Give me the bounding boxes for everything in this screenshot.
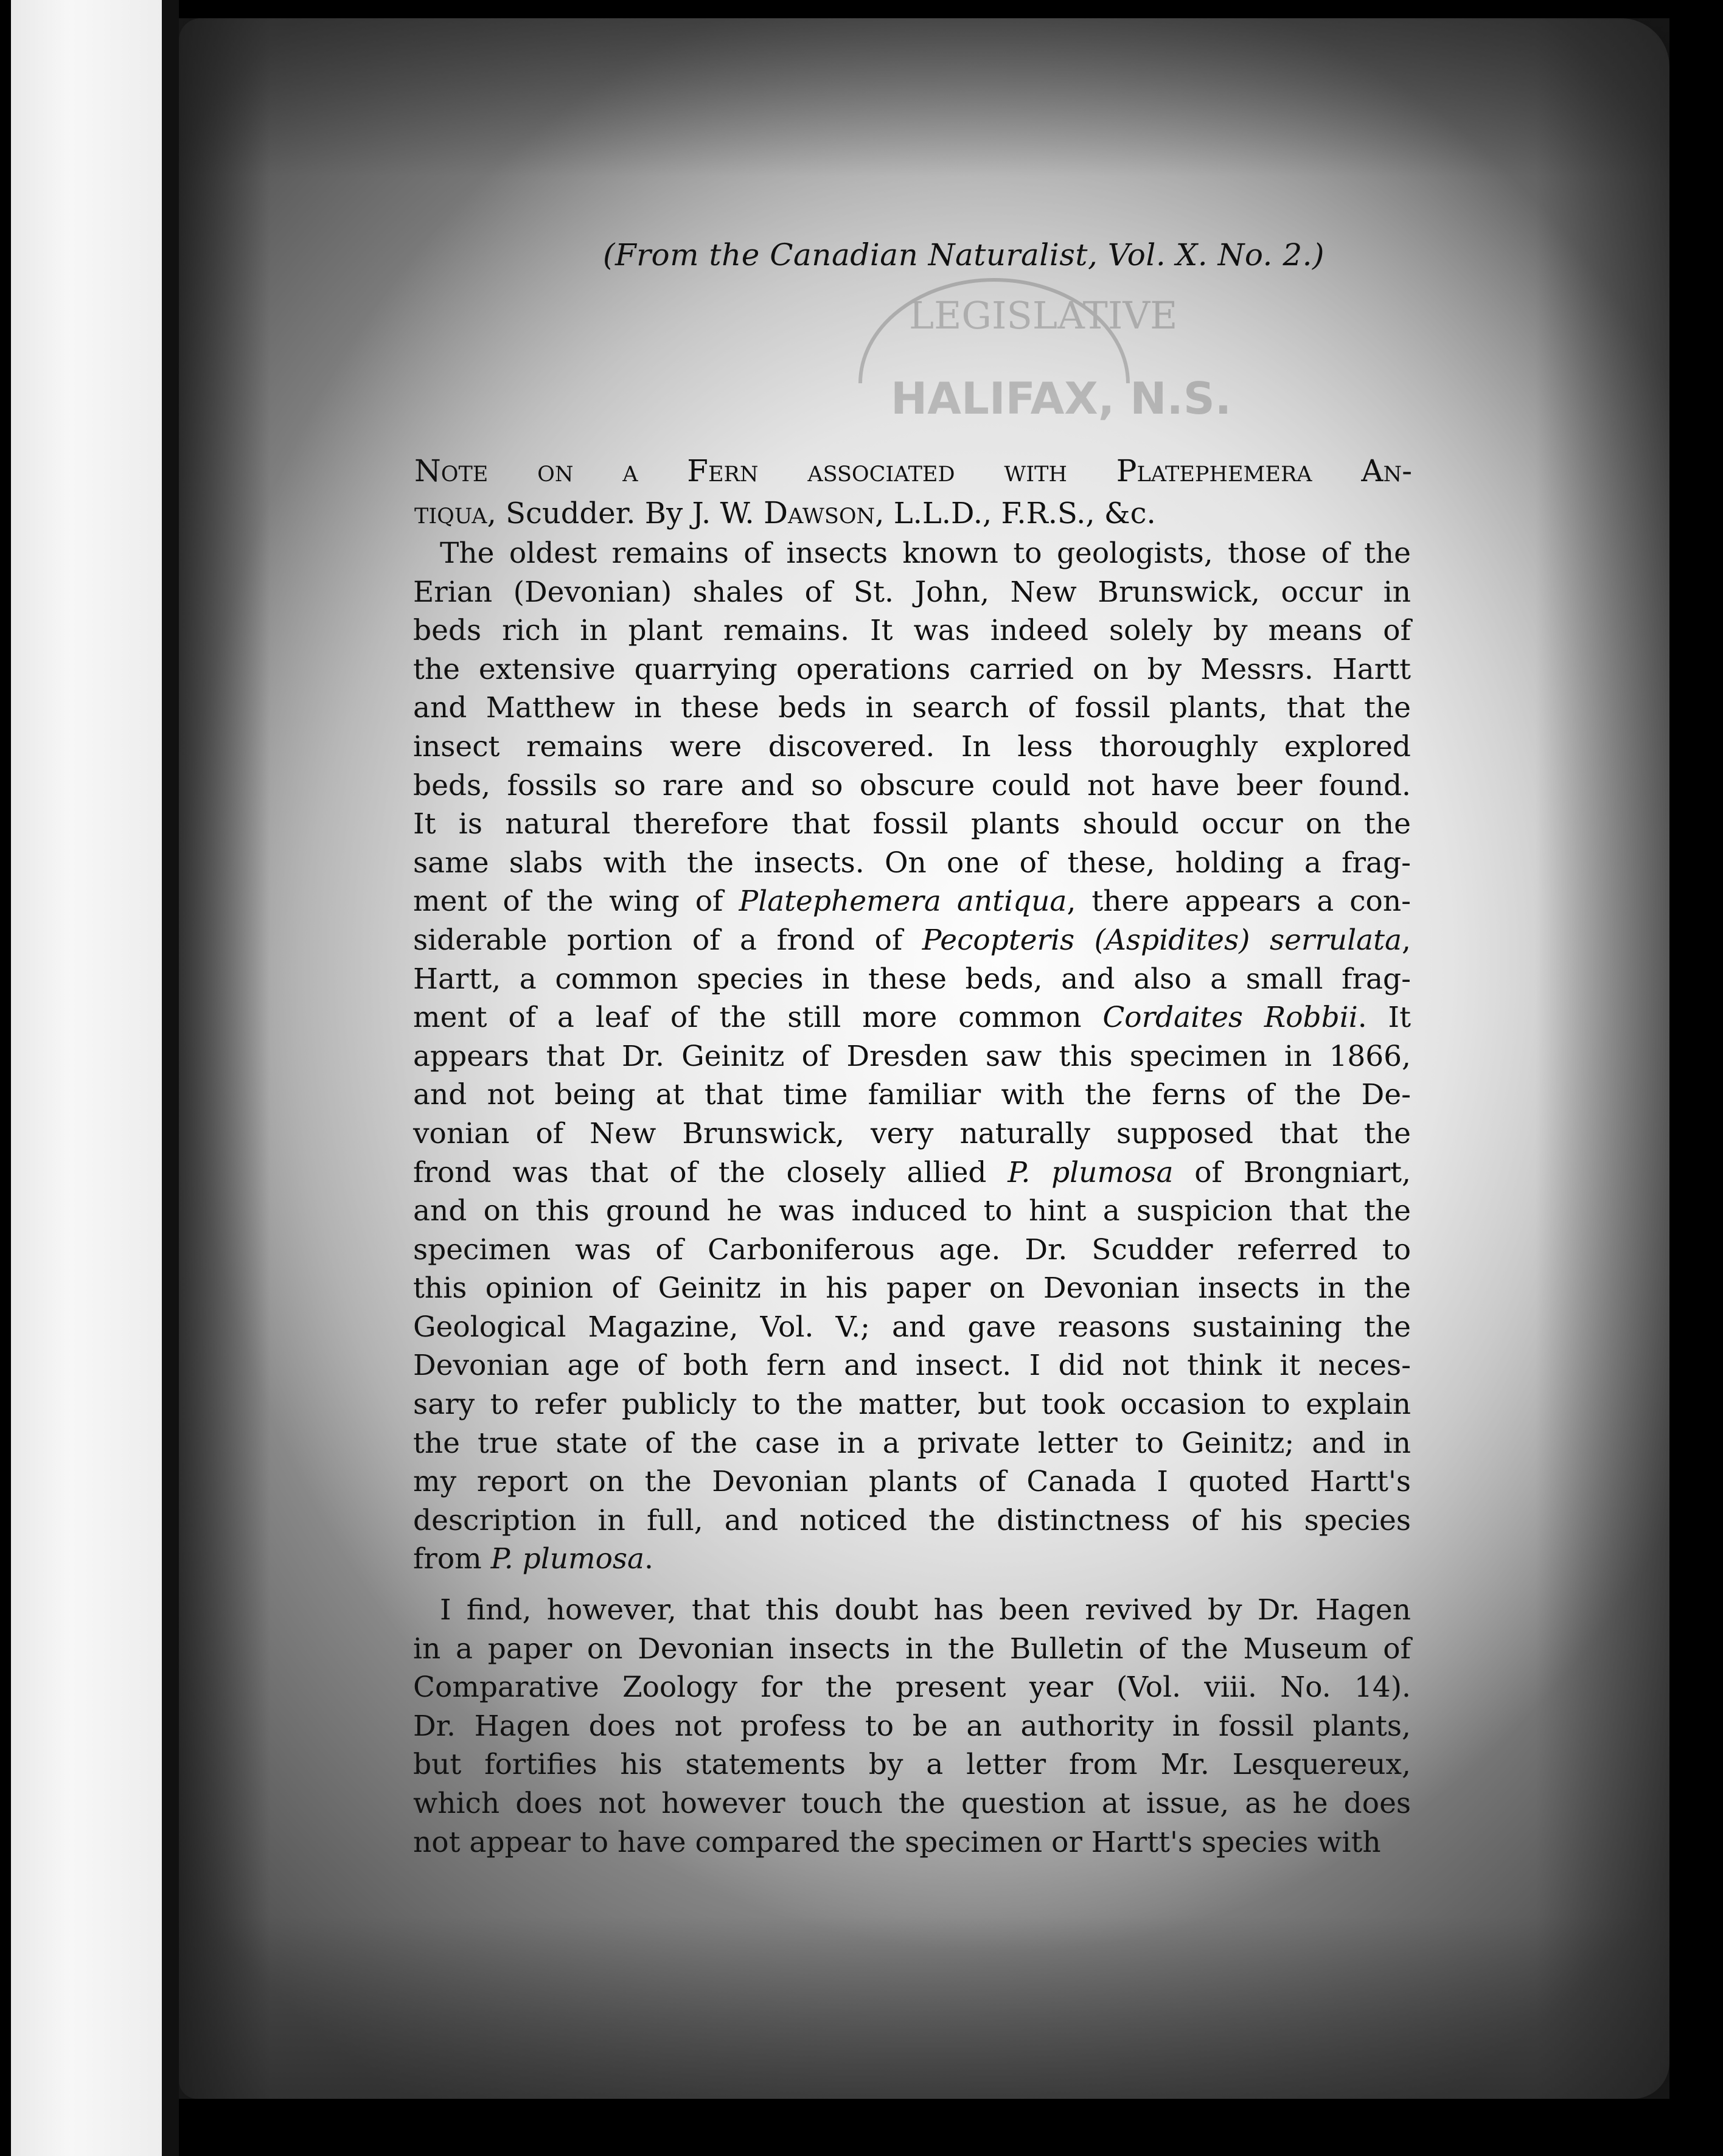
source-citation: (From the Canadian Naturalist, Vol. X. No. 2.) <box>602 237 1325 273</box>
title-species: tiqua <box>414 495 487 530</box>
text-line: Dr. Hagen does not profess to be an authority in fossil plants, <box>413 1709 1411 1743</box>
text-line: from P. plumosa. <box>413 1542 653 1576</box>
title-author-prefix: , Scudder. By J. W. <box>487 496 764 530</box>
text-line: ment of a leaf of the still more common Cordaites Robbii. It <box>413 1001 1411 1035</box>
text-line: sary to refer publicly to the matter, but took occasion to explain <box>413 1388 1411 1422</box>
text-line: same slabs with the insects. On one of these, holding a frag- <box>413 846 1411 880</box>
text-line: I find, however, that this doubt has been revived by Dr. Hagen <box>440 1593 1411 1627</box>
text-line: description in full, and noticed the distinctness of his species <box>413 1503 1411 1537</box>
italic-term: P. plumosa <box>490 1542 645 1576</box>
text-line: this opinion of Geinitz in his paper on Devonian insects in the <box>413 1271 1411 1306</box>
stamp-city: HALIFAX, N.S. <box>891 373 1232 424</box>
text-line: in a paper on Devonian insects in the Bulletin of the Museum of <box>413 1632 1411 1666</box>
text-line: Comparative Zoology for the present year (Vol. viii. No. 14). <box>413 1671 1411 1705</box>
text-line: and not being at that time familiar with the ferns of the De- <box>413 1078 1411 1112</box>
text-line: Geological Magazine, Vol. V.; and gave reasons sustaining the <box>413 1310 1411 1344</box>
text-line: The oldest remains of insects known to geologists, those of the <box>440 537 1411 570</box>
text-line: frond was that of the closely allied P. plumosa of Brongniart, <box>413 1155 1411 1189</box>
text-line: and Matthew in these beds in search of fossil plants, that the <box>413 691 1411 725</box>
italic-term: P. plumosa <box>1008 1155 1174 1189</box>
page-gutter <box>162 0 179 2156</box>
text-line: the extensive quarrying operations carried on by Messrs. Hartt <box>413 652 1411 686</box>
text-line: my report on the Devonian plants of Canada I quoted Hartt's <box>413 1465 1411 1499</box>
italic-term: Platephemera antiqua <box>739 885 1067 919</box>
text-line: but fortifies his statements by a letter from Mr. Lesquereux, <box>413 1748 1411 1782</box>
text-line: Devonian age of both fern and insect. I did not think it neces- <box>413 1349 1411 1383</box>
text-line: beds rich in plant remains. It was indeed solely by means of <box>413 614 1411 648</box>
italic-term: Pecopteris (Aspidites) serrulata <box>922 923 1402 957</box>
stamp-top-text: LEGISLATIVE <box>909 293 1178 338</box>
text-line: ment of the wing of Platephemera antiqua, there appears a con- <box>413 885 1411 919</box>
text-line: Erian (Devonian) shales of St. John, New Brunswick, occur in <box>413 575 1411 609</box>
text-line: the true state of the case in a private letter to Geinitz; and in <box>413 1426 1411 1460</box>
document-page <box>179 18 1669 2099</box>
text-line: appears that Dr. Geinitz of Dresden saw this specimen in 1866, <box>413 1039 1411 1073</box>
page-text <box>179 18 1669 2099</box>
title-line-1 <box>414 450 1412 492</box>
article-title <box>414 450 1412 534</box>
text-line: insect remains were discovered. In less thoroughly explored <box>413 729 1411 763</box>
text-line: not appear to have compared the specimen or Hartt's species with <box>413 1825 1381 1859</box>
text-line: specimen was of Carboniferous age. Dr. Scudder referred to <box>413 1233 1411 1267</box>
text-line: siderable portion of a frond of Pecopteris (Aspidites) serrulata, <box>413 923 1411 957</box>
text-line: and on this ground he was induced to hint a suspicion that the <box>413 1194 1411 1228</box>
italic-term: Cordaites Robbii <box>1102 1001 1358 1035</box>
facing-page-edge <box>11 0 162 2156</box>
text-line: which does not however touch the question at issue, as he does <box>413 1786 1411 1820</box>
title-line-1-text: Note on a Fern associated with Platephemera An- <box>414 453 1412 489</box>
title-line-2 <box>414 492 1412 534</box>
paragraph-1 <box>413 534 1411 1579</box>
title-author: Dawson <box>763 495 875 530</box>
paragraph-2 <box>413 1591 1411 1862</box>
title-credentials: , L.L.D., F.R.S., &c. <box>875 496 1156 530</box>
text-line: beds, fossils so rare and so obscure could not have beer found. <box>413 768 1411 802</box>
text-line: vonian of New Brunswick, very naturally supposed that the <box>413 1116 1411 1150</box>
text-line: It is natural therefore that fossil plants should occur on the <box>413 807 1411 841</box>
text-line: Hartt, a common species in these beds, and also a small frag- <box>413 962 1411 996</box>
